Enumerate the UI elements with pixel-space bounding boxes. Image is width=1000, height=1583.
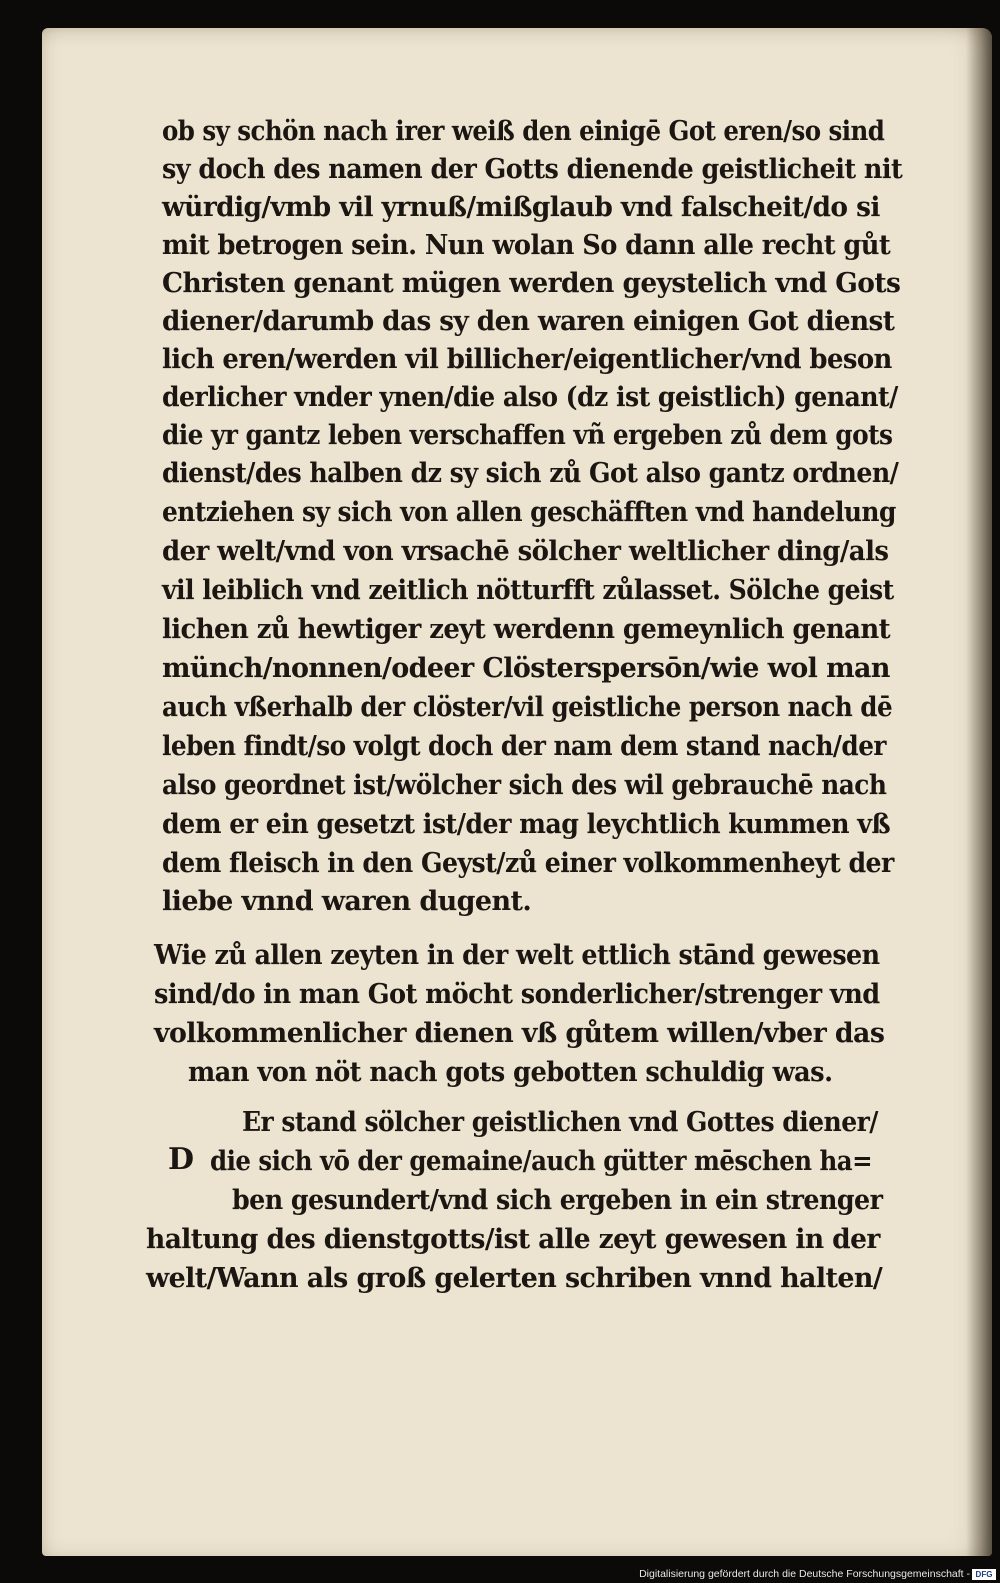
text-line: sy doch des namen der Gotts dienende geistlicheit nit: [162, 154, 903, 185]
text-line: der welt/vnd von vrsachē sölcher weltlicher ding/als: [162, 536, 889, 567]
book-page: [42, 28, 992, 1556]
text-line: die yr gantz leben verschaffen vñ ergeben zů dem gots: [162, 420, 893, 451]
text-line: leben findt/so volgt doch der nam dem stand nach/der: [162, 731, 886, 762]
text-line: dienst/des halben dz sy sich zů Got also gantz ordnen/: [162, 458, 899, 489]
text-line: die sich vō der gemaine/auch gütter mēschen ha=: [210, 1146, 873, 1177]
digitization-credit: Digitalisierung gefördert durch die Deutsche Forschungsgemeinschaft -: [639, 1568, 970, 1580]
text-line: auch vßerhalb der clöster/vil geistliche person nach dē: [162, 692, 893, 723]
text-line: dem er ein gesetzt ist/der mag leychtlich kummen vß: [162, 809, 891, 840]
text-line: Er stand sölcher geistlichen vnd Gottes diener/: [242, 1107, 878, 1138]
section-heading-line: Wie zů allen zeyten in der welt ettlich stānd gewesen: [154, 940, 880, 971]
text-line: mit betrogen sein. Nun wolan So dann alle recht gůt: [162, 230, 891, 261]
text-line: also geordnet ist/wölcher sich des wil gebrauchē nach: [162, 770, 887, 801]
drop-initial: D: [168, 1142, 194, 1177]
text-line: dem fleisch in den Geyst/zů einer volkommenheyt der: [162, 848, 894, 879]
text-line: entziehen sy sich von allen geschäfften vnd handelung: [162, 497, 896, 528]
text-line: haltung des dienstgotts/ist alle zeyt gewesen in der: [146, 1224, 880, 1255]
text-line: welt/Wann als groß gelerten schriben vnnd halten/: [146, 1263, 883, 1294]
text-line: lich eren/werden vil billicher/eigentlicher/vnd beson: [162, 344, 892, 375]
text-line: vil leiblich vnd zeitlich nötturfft zůlasset. Sölche geist: [162, 575, 894, 606]
text-line: münch/nonnen/odeer Clösterspersōn/wie wol man: [162, 653, 890, 684]
text-line: liebe vnnd waren dugent.: [162, 886, 532, 917]
dfg-logo: DFG: [972, 1569, 996, 1580]
text-line: würdig/vmb vil yrnuß/mißglaub vnd falscheit/do si: [162, 192, 880, 223]
section-heading-line: man von nöt nach gots gebotten schuldig was.: [188, 1057, 833, 1088]
text-line: ben gesundert/vnd sich ergeben in ein strenger: [232, 1185, 883, 1216]
section-heading-line: sind/do in man Got möcht sonderlicher/strenger vnd: [154, 979, 880, 1010]
section-heading-line: volkommenlicher dienen vß gůtem willen/vber das: [154, 1018, 885, 1049]
text-line: derlicher vnder ynen/die also (dz ist geistlich) genant/: [162, 382, 898, 413]
text-line: Christen genant mügen werden geystelich vnd Gots: [162, 268, 901, 299]
text-line: diener/darumb das sy den waren einigen Got dienst: [162, 306, 895, 337]
text-line: lichen zů hewtiger zeyt werdenn gemeynlich genant: [162, 614, 891, 645]
text-line: ob sy schön nach irer weiß den einigē Got eren/so sind: [162, 116, 885, 147]
